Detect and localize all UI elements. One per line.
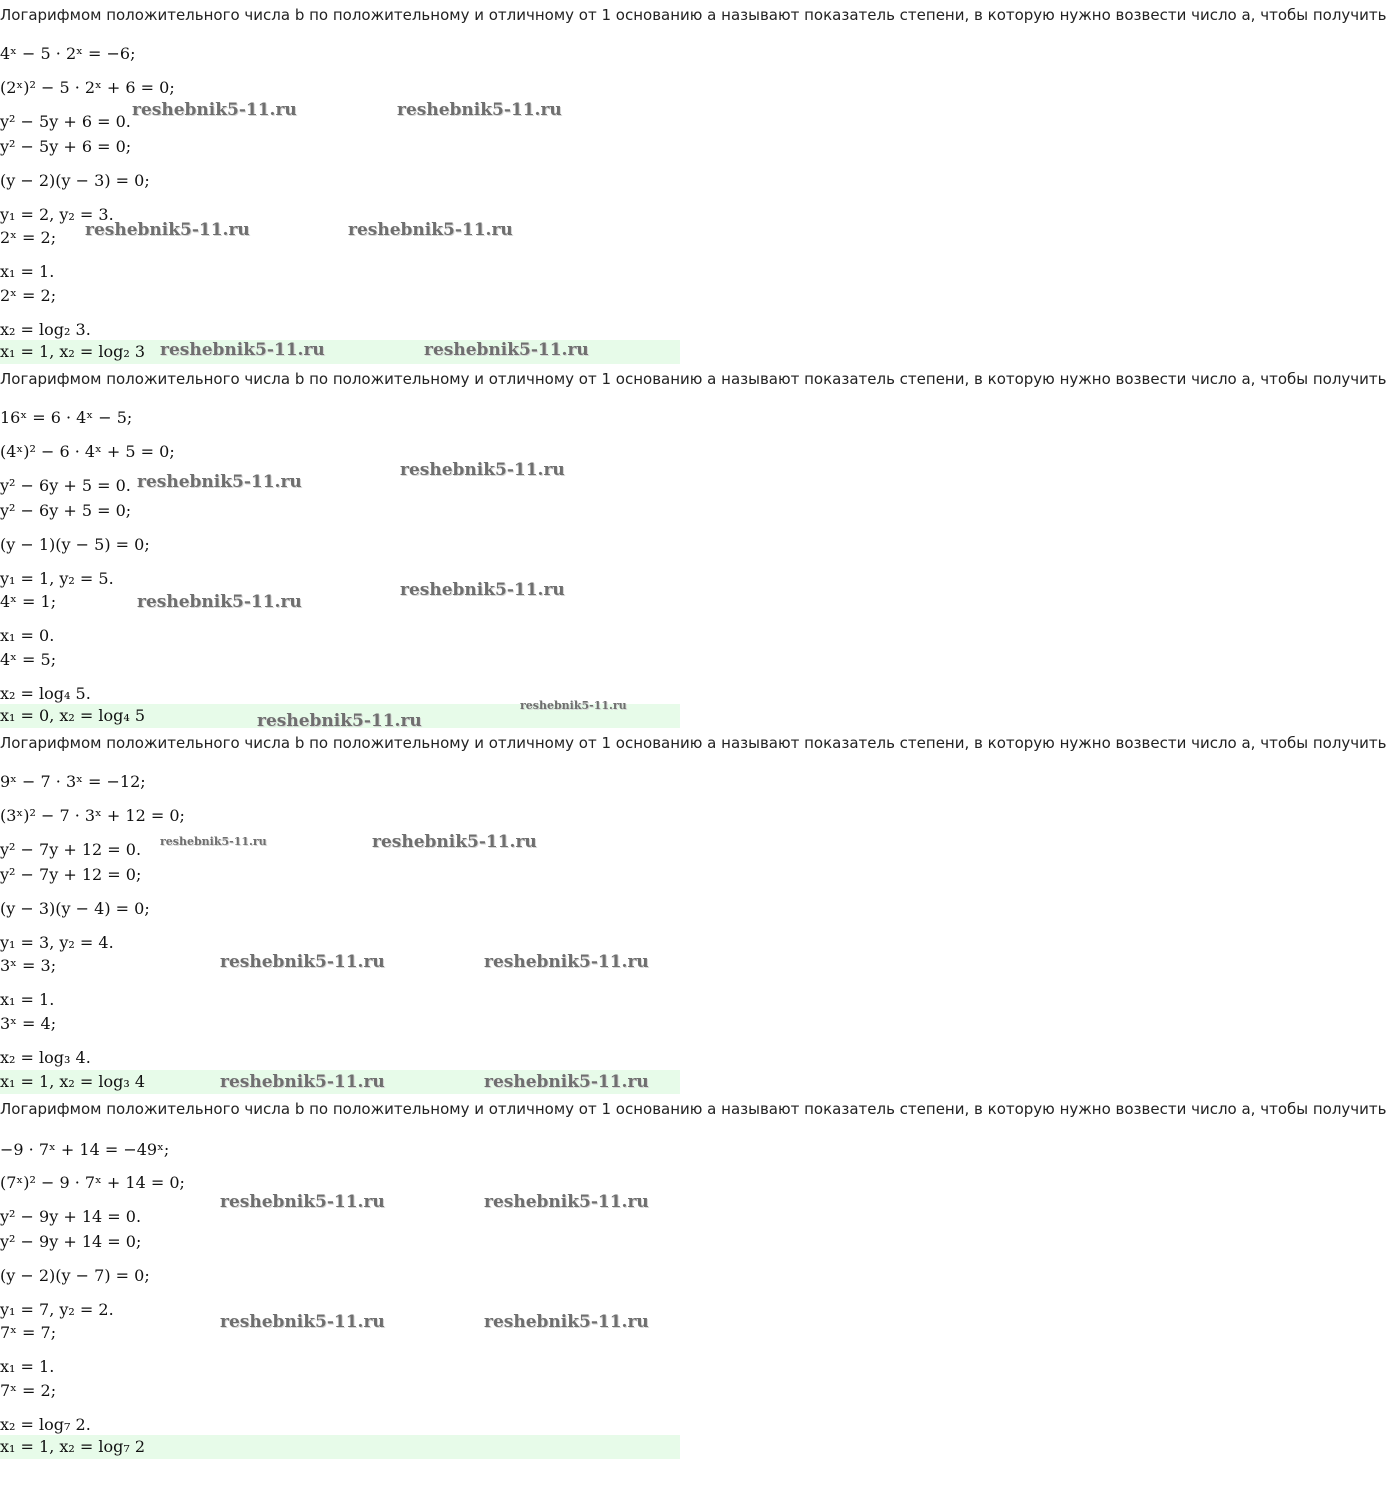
equation-line: x₁ = 1. — [0, 262, 55, 281]
watermark: reshebnik5-11.ru — [400, 580, 565, 600]
equation-line: x₁ = 0. — [0, 626, 55, 645]
equation-line: y² − 6y + 5 = 0. — [0, 476, 131, 495]
definition-text: Логарифмом положительного числа b по положительному и отличному от 1 основанию a называют показатель степени, в которую нужно возвести число a, чтобы получить — [0, 370, 1387, 388]
equation-line: y² − 6y + 5 = 0; — [0, 501, 132, 520]
equation-line: y² − 7y + 12 = 0; — [0, 865, 142, 884]
equation-line: 2ˣ = 2; — [0, 286, 57, 305]
watermark: reshebnik5-11.ru — [348, 220, 513, 240]
equation-line: 4ˣ − 5 · 2ˣ = −6; — [0, 44, 136, 63]
equation-line: y₁ = 2, y₂ = 3. — [0, 205, 114, 224]
equation-line: y² − 9y + 14 = 0; — [0, 1232, 142, 1251]
equation-line: (y − 3)(y − 4) = 0; — [0, 899, 150, 918]
watermark: reshebnik5-11.ru — [160, 835, 267, 848]
equation-line: 4ˣ = 5; — [0, 650, 57, 669]
equation-line: y² − 5y + 6 = 0. — [0, 112, 131, 131]
watermark: reshebnik5-11.ru — [160, 340, 325, 360]
watermark: reshebnik5-11.ru — [484, 1312, 649, 1332]
watermark: reshebnik5-11.ru — [484, 952, 649, 972]
equation-line: (4ˣ)² − 6 · 4ˣ + 5 = 0; — [0, 442, 175, 461]
equation-line: (7ˣ)² − 9 · 7ˣ + 14 = 0; — [0, 1173, 185, 1192]
equation-line: y² − 9y + 14 = 0. — [0, 1207, 142, 1226]
watermark: reshebnik5-11.ru — [397, 100, 562, 120]
equation-line: −9 · 7ˣ + 14 = −49ˣ; — [0, 1140, 170, 1159]
watermark: reshebnik5-11.ru — [520, 699, 627, 712]
watermark: reshebnik5-11.ru — [400, 460, 565, 480]
equation-line: (y − 2)(y − 3) = 0; — [0, 171, 150, 190]
watermark: reshebnik5-11.ru — [484, 1072, 649, 1092]
watermark: reshebnik5-11.ru — [257, 711, 422, 731]
equation-line: x₂ = log₂ 3. — [0, 320, 91, 339]
answer-line: x₁ = 1, x₂ = log₂ 3 — [0, 342, 146, 361]
watermark: reshebnik5-11.ru — [424, 340, 589, 360]
equation-line: 3ˣ = 3; — [0, 956, 57, 975]
equation-line: y² − 7y + 12 = 0. — [0, 840, 142, 859]
equation-line: x₂ = log₃ 4. — [0, 1048, 91, 1067]
definition-text: Логарифмом положительного числа b по положительному и отличному от 1 основанию a называют показатель степени, в которую нужно возвести число a, чтобы получить — [0, 6, 1387, 24]
equation-line: 7ˣ = 2; — [0, 1381, 57, 1400]
equation-line: x₂ = log₄ 5. — [0, 684, 91, 703]
equation-line: (3ˣ)² − 7 · 3ˣ + 12 = 0; — [0, 806, 185, 825]
watermark: reshebnik5-11.ru — [137, 472, 302, 492]
equation-line: (y − 2)(y − 7) = 0; — [0, 1266, 150, 1285]
equation-line: y₁ = 7, y₂ = 2. — [0, 1300, 114, 1319]
equation-line: 2ˣ = 2; — [0, 228, 57, 247]
watermark: reshebnik5-11.ru — [220, 1312, 385, 1332]
definition-text: Логарифмом положительного числа b по положительному и отличному от 1 основанию a называют показатель степени, в которую нужно возвести число a, чтобы получить — [0, 1100, 1387, 1118]
watermark: reshebnik5-11.ru — [220, 952, 385, 972]
watermark: reshebnik5-11.ru — [220, 1192, 385, 1212]
equation-line: (y − 1)(y − 5) = 0; — [0, 535, 150, 554]
watermark: reshebnik5-11.ru — [484, 1192, 649, 1212]
equation-line: x₁ = 1. — [0, 1357, 55, 1376]
equation-line: 4ˣ = 1; — [0, 592, 57, 611]
answer-line: x₁ = 0, x₂ = log₄ 5 — [0, 706, 146, 725]
equation-line: 3ˣ = 4; — [0, 1014, 57, 1033]
equation-line: x₁ = 1. — [0, 990, 55, 1009]
watermark: reshebnik5-11.ru — [220, 1072, 385, 1092]
equation-line: y₁ = 3, y₂ = 4. — [0, 933, 114, 952]
answer-line: x₁ = 1, x₂ = log₇ 2 — [0, 1437, 146, 1456]
watermark: reshebnik5-11.ru — [372, 832, 537, 852]
equation-line: 7ˣ = 7; — [0, 1323, 57, 1342]
equation-line: (2ˣ)² − 5 · 2ˣ + 6 = 0; — [0, 78, 175, 97]
definition-text: Логарифмом положительного числа b по положительному и отличному от 1 основанию a называют показатель степени, в которую нужно возвести число a, чтобы получить — [0, 734, 1387, 752]
equation-line: 9ˣ − 7 · 3ˣ = −12; — [0, 772, 146, 791]
answer-band — [0, 1435, 680, 1459]
equation-line: y₁ = 1, y₂ = 5. — [0, 569, 114, 588]
watermark: reshebnik5-11.ru — [85, 220, 250, 240]
watermark: reshebnik5-11.ru — [137, 592, 302, 612]
answer-line: x₁ = 1, x₂ = log₃ 4 — [0, 1072, 146, 1091]
equation-line: 16ˣ = 6 · 4ˣ − 5; — [0, 408, 133, 427]
equation-line: y² − 5y + 6 = 0; — [0, 137, 132, 156]
watermark: reshebnik5-11.ru — [132, 100, 297, 120]
equation-line: x₂ = log₇ 2. — [0, 1415, 91, 1434]
